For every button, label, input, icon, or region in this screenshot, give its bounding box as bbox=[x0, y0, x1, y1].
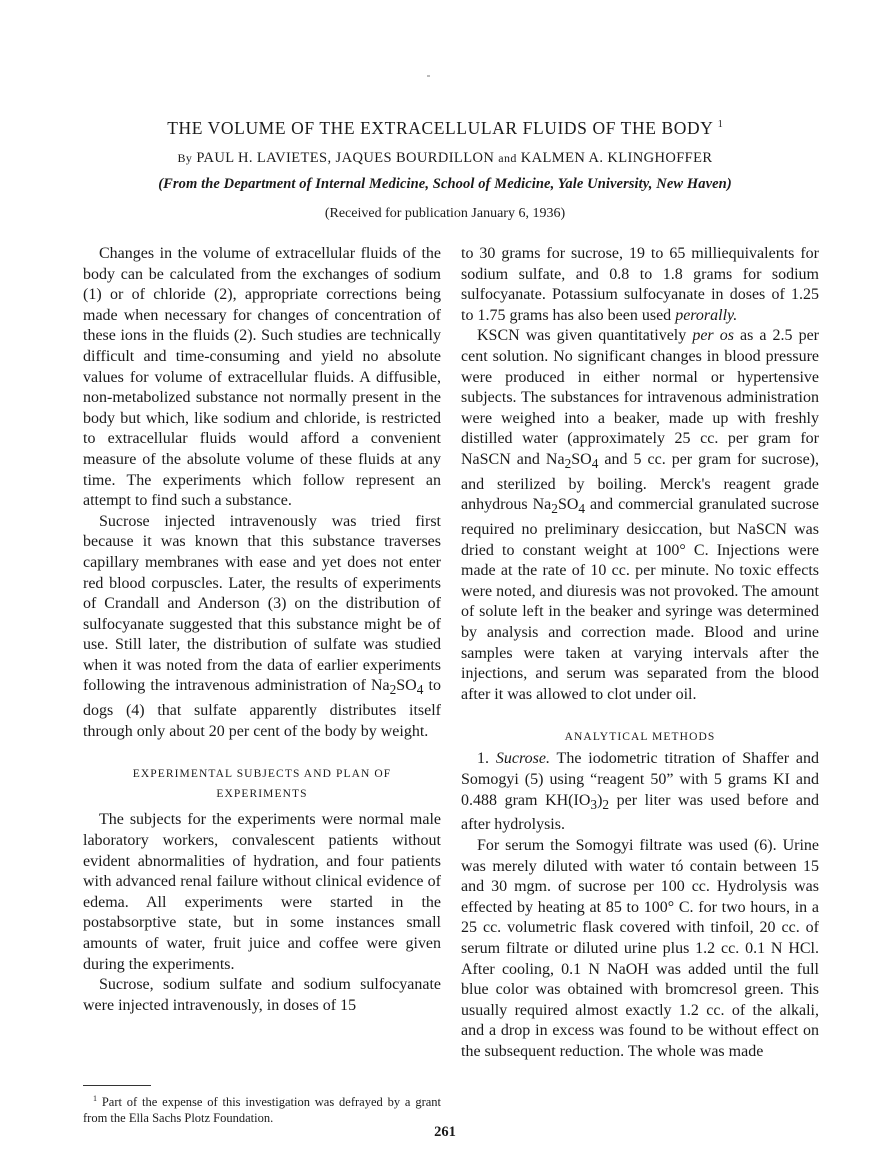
paragraph-serum-method: For serum the Somogyi filtrate was used (6). Urine was merely diluted with water tó contain between 15 and 30 mgm. of sucrose per 100 cc. Hydrolysis was effected by heating at 85 to 100° C. for two hours, in a 25 cc. volumetric flask covered with tinfoil, 20 cc. of serum filtrate or diluted urine plus 1.2 cc. 0.1 N HCl. After cooling, 0.1 N NaOH was added until the full blue color was obtained with bromcresol green. This usually required almost exactly 1.2 cc. of the alkali, and a drop in excess was found to be without effect on the subsequent reduction. The whole was made bbox=[461, 837, 819, 1060]
footnote: $^1$ Part of the expense of this investigation was defrayed by a grant from the Ella Sachs Plotz Foundation. bbox=[83, 1094, 441, 1126]
right-column bbox=[461, 244, 819, 1063]
section-heading-subjects: EXPERIMENTAL SUBJECTS AND PLAN OF EXPERIMENTS bbox=[132, 768, 392, 801]
authors-names: PAUL H. LAVIETES, JAQUES BOURDILLON bbox=[196, 150, 495, 166]
title-footnote-marker: 1 bbox=[717, 119, 723, 131]
paragraph-doses: Sucrose, sodium sulfate and sodium sulfocyanate were injected intravenously, in doses of 15 bbox=[83, 976, 441, 1014]
footnote-divider bbox=[83, 1085, 151, 1086]
paragraph-administration: KSCN was given quantitatively per os as a 2.5 per cent solution. No significant changes in blood pressure were produced in either normal or hypertensive subjects. The substances for intravenous administration were weighed into a beaker, made up with freshly distilled water (approximately 25 cc. per gram for NaSCN and $Na_2SO_4$ and 5 cc. per gram for sucrose), and sterilized by boiling. Merck's reagent grade anhydrous $Na_2SO_4$ and commercial granulated sucrose required no preliminary desiccation, but NaSCN was dried to constant weight at 100° C. Injections were made at the rate of 10 cc. per minute. No toxic effects were noted, and diuresis was not provoked. The amount of solute left in the beaker and syringe was determined by analysis and correction made. Blood and urine samples were taken at varying intervals after the injections, and serum was separated from the blood after it was allowed to clot under oil. bbox=[461, 327, 820, 703]
left-column bbox=[83, 244, 441, 1016]
paragraph-intro: Changes in the volume of extracellular fluids of the body can be calculated from the exchanges of sodium (1) or of chloride (2), appropriate corrections being made when necessary for changes of concentration of these ions in the fluids (2). Such studies are technically difficult and time-consuming and yield no absolute values for volume of extracellular fluids. A diffusible, non-metabolized substance not normally present in the body but which, like sodium and chloride, is restricted to extracellular fluids would afford a convenient measure of the absolute volume of these fluids at any time. The experiments which follow represent an attempt to find such a substance. bbox=[83, 245, 441, 510]
page-number: 261 bbox=[434, 1124, 456, 1140]
paragraph-sucrose-history: Sucrose injected intravenously was tried first because it was known that this substance traverses capillary membranes with ease and yet does not enter red blood corpuscles. Later, the results of experiments of Crandall and Anderson (3) on the distribution of sulfocyanate suggested that this substance might be of use. Still later, the distribution of sulfate was studied when it was noted from the data of earlier experiments following the intravenous administration of $Na_2SO_4$ to dogs (4) that sulfate apparently distributes itself through only about 20 per cent of the body by weight. bbox=[83, 512, 442, 740]
received-date: (Received for publication January 6, 1936) bbox=[324, 206, 566, 221]
scan-speck bbox=[427, 75, 430, 77]
affiliation: (From the Department of Internal Medicine, School of Medicine, Yale University, New Haven) bbox=[158, 176, 732, 192]
author-line bbox=[0, 150, 890, 167]
section-heading-methods: ANALYTICAL METHODS bbox=[564, 731, 716, 744]
paragraph-subjects: The subjects for the experiments were normal male laboratory workers, convalescent patients without evident abnormalities of hydration, and four patients with advanced renal failure without clinical evidence of edema. All experiments were started in the postabsorptive state, but in some instances small amounts of water, fruit juice and coffee were given during the experiments. bbox=[83, 811, 441, 973]
authors-and: and bbox=[498, 151, 517, 165]
paragraph-sucrose-method: 1. Sucrose. The iodometric titration of Shaffer and Somogyi (5) using “reagent 50” with 5 grams KI and 0.488 gram $KH(IO_3)_2$ per liter was used before and after hydrolysis. bbox=[461, 750, 820, 834]
article-title: THE VOLUME OF THE EXTRACELLULAR FLUIDS OF THE BODY $^1$ bbox=[167, 118, 723, 138]
paragraph-doses-continued: to 30 grams for sucrose, 19 to 65 milliequivalents for sodium sulfate, and 0.8 to 1.8 grams for sodium sulfocyanate. Potassium sulfocyanate in doses of 1.25 to 1.75 grams has also been used perorally. bbox=[461, 245, 819, 324]
authors-last: KALMEN A. KLINGHOFFER bbox=[520, 150, 713, 166]
footnote-marker: 1 bbox=[93, 1094, 97, 1103]
authors-prefix: By bbox=[177, 151, 193, 165]
